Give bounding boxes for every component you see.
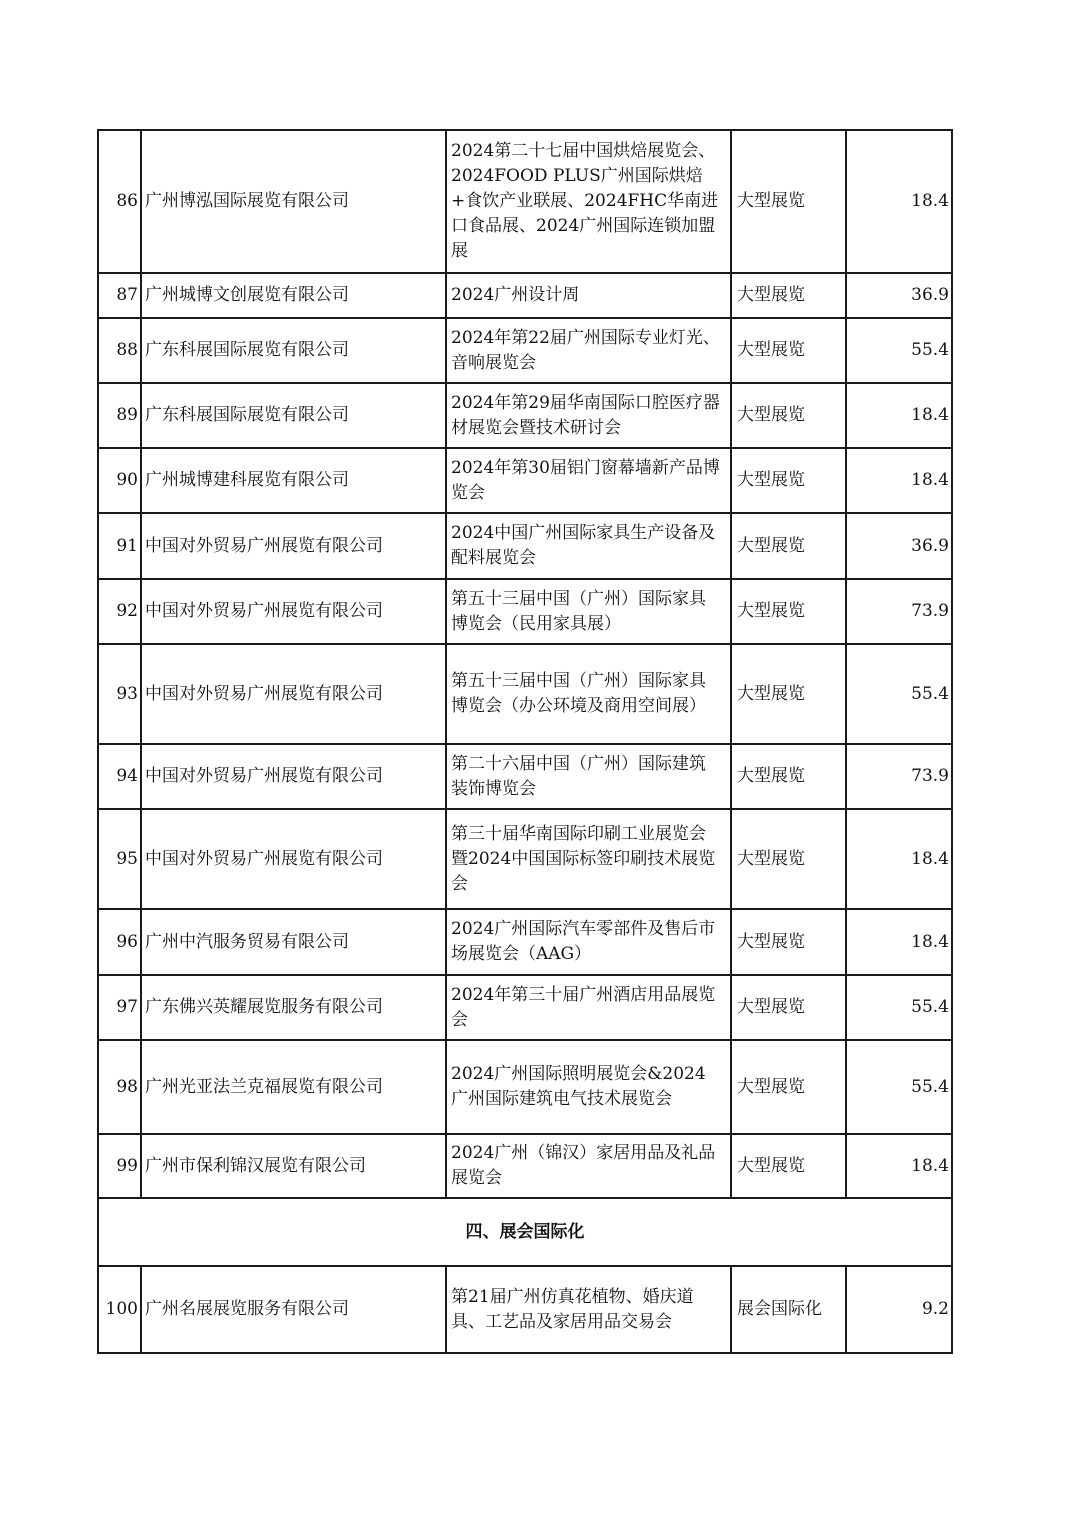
subsidy-amount: 36.9 (846, 273, 952, 318)
organizer-name: 中国对外贸易广州展览有限公司 (141, 744, 446, 809)
row-number: 98 (98, 1040, 141, 1134)
section-title: 四、展会国际化 (98, 1198, 952, 1266)
table-row (98, 130, 952, 273)
exhibition-subsidy-table-wrapper (97, 129, 951, 1354)
row-number: 92 (98, 579, 141, 644)
subsidy-amount: 55.4 (846, 644, 952, 744)
table-row (98, 644, 952, 744)
project-type: 大型展览 (731, 909, 846, 975)
organizer-name: 广东科展国际展览有限公司 (141, 383, 446, 448)
exhibition-name: 第五十三届中国（广州）国际家具博览会（办公环境及商用空间展） (446, 644, 731, 744)
organizer-name: 广州市保利锦汉展览有限公司 (141, 1134, 446, 1198)
table-row (98, 318, 952, 383)
exhibition-name: 2024第二十七届中国烘焙展览会、2024FOOD PLUS广州国际烘焙+食饮产业联展、2024FHC华南进口食品展、2024广州国际连锁加盟展 (446, 130, 731, 273)
row-number: 93 (98, 644, 141, 744)
table-row (98, 809, 952, 909)
subsidy-amount: 73.9 (846, 744, 952, 809)
exhibition-name: 2024年第30届铝门窗幕墙新产品博览会 (446, 448, 731, 513)
exhibition-name: 2024广州（锦汉）家居用品及礼品展览会 (446, 1134, 731, 1198)
subsidy-amount: 18.4 (846, 383, 952, 448)
table-row (98, 744, 952, 809)
table-row (98, 383, 952, 448)
exhibition-name: 2024广州国际照明展览会&2024广州国际建筑电气技术展览会 (446, 1040, 731, 1134)
exhibition-name: 2024年第22届广州国际专业灯光、音响展览会 (446, 318, 731, 383)
organizer-name: 广东科展国际展览有限公司 (141, 318, 446, 383)
exhibition-name: 2024广州国际汽车零部件及售后市场展览会（AAG） (446, 909, 731, 975)
table-row (98, 579, 952, 644)
project-type: 大型展览 (731, 975, 846, 1040)
organizer-name: 中国对外贸易广州展览有限公司 (141, 579, 446, 644)
project-type: 大型展览 (731, 644, 846, 744)
subsidy-amount: 18.4 (846, 130, 952, 273)
organizer-name: 广州中汽服务贸易有限公司 (141, 909, 446, 975)
subsidy-amount: 73.9 (846, 579, 952, 644)
exhibition-name: 2024广州设计周 (446, 273, 731, 318)
exhibition-name: 第21届广州仿真花植物、婚庆道具、工艺品及家居用品交易会 (446, 1266, 731, 1353)
organizer-name: 广东佛兴英耀展览服务有限公司 (141, 975, 446, 1040)
table-row (98, 273, 952, 318)
subsidy-amount: 55.4 (846, 975, 952, 1040)
organizer-name: 广州城博建科展览有限公司 (141, 448, 446, 513)
row-number: 89 (98, 383, 141, 448)
row-number: 100 (98, 1266, 141, 1353)
exhibition-name: 第五十三届中国（广州）国际家具博览会（民用家具展） (446, 579, 731, 644)
organizer-name: 中国对外贸易广州展览有限公司 (141, 513, 446, 579)
project-type: 大型展览 (731, 513, 846, 579)
project-type: 大型展览 (731, 318, 846, 383)
project-type: 大型展览 (731, 130, 846, 273)
project-type: 大型展览 (731, 744, 846, 809)
subsidy-amount: 18.4 (846, 809, 952, 909)
project-type: 大型展览 (731, 809, 846, 909)
row-number: 88 (98, 318, 141, 383)
table-row (98, 513, 952, 579)
subsidy-amount: 18.4 (846, 1134, 952, 1198)
organizer-name: 广州光亚法兰克福展览有限公司 (141, 1040, 446, 1134)
exhibition-name: 第三十届华南国际印刷工业展览会暨2024中国国际标签印刷技术展览会 (446, 809, 731, 909)
subsidy-amount: 18.4 (846, 909, 952, 975)
exhibition-name: 2024年第三十届广州酒店用品展览会 (446, 975, 731, 1040)
project-type: 大型展览 (731, 448, 846, 513)
exhibition-subsidy-table (97, 129, 953, 1354)
organizer-name: 广州城博文创展览有限公司 (141, 273, 446, 318)
section-header-row (98, 1198, 952, 1266)
row-number: 97 (98, 975, 141, 1040)
subsidy-amount: 55.4 (846, 1040, 952, 1134)
organizer-name: 中国对外贸易广州展览有限公司 (141, 644, 446, 744)
row-number: 90 (98, 448, 141, 513)
project-type: 展会国际化 (731, 1266, 846, 1353)
table-row (98, 448, 952, 513)
subsidy-amount: 18.4 (846, 448, 952, 513)
subsidy-amount: 55.4 (846, 318, 952, 383)
organizer-name: 广州名展展览服务有限公司 (141, 1266, 446, 1353)
exhibition-name: 2024中国广州国际家具生产设备及配料展览会 (446, 513, 731, 579)
exhibition-name: 第二十六届中国（广州）国际建筑装饰博览会 (446, 744, 731, 809)
row-number: 95 (98, 809, 141, 909)
project-type: 大型展览 (731, 1040, 846, 1134)
project-type: 大型展览 (731, 273, 846, 318)
table-row (98, 1134, 952, 1198)
table-row (98, 1266, 952, 1353)
exhibition-name: 2024年第29届华南国际口腔医疗器材展览会暨技术研讨会 (446, 383, 731, 448)
row-number: 87 (98, 273, 141, 318)
row-number: 96 (98, 909, 141, 975)
row-number: 94 (98, 744, 141, 809)
organizer-name: 广州博泓国际展览有限公司 (141, 130, 446, 273)
row-number: 99 (98, 1134, 141, 1198)
subsidy-amount: 9.2 (846, 1266, 952, 1353)
table-row (98, 975, 952, 1040)
organizer-name: 中国对外贸易广州展览有限公司 (141, 809, 446, 909)
subsidy-amount: 36.9 (846, 513, 952, 579)
project-type: 大型展览 (731, 1134, 846, 1198)
row-number: 91 (98, 513, 141, 579)
row-number: 86 (98, 130, 141, 273)
table-row (98, 909, 952, 975)
project-type: 大型展览 (731, 383, 846, 448)
table-row (98, 1040, 952, 1134)
project-type: 大型展览 (731, 579, 846, 644)
